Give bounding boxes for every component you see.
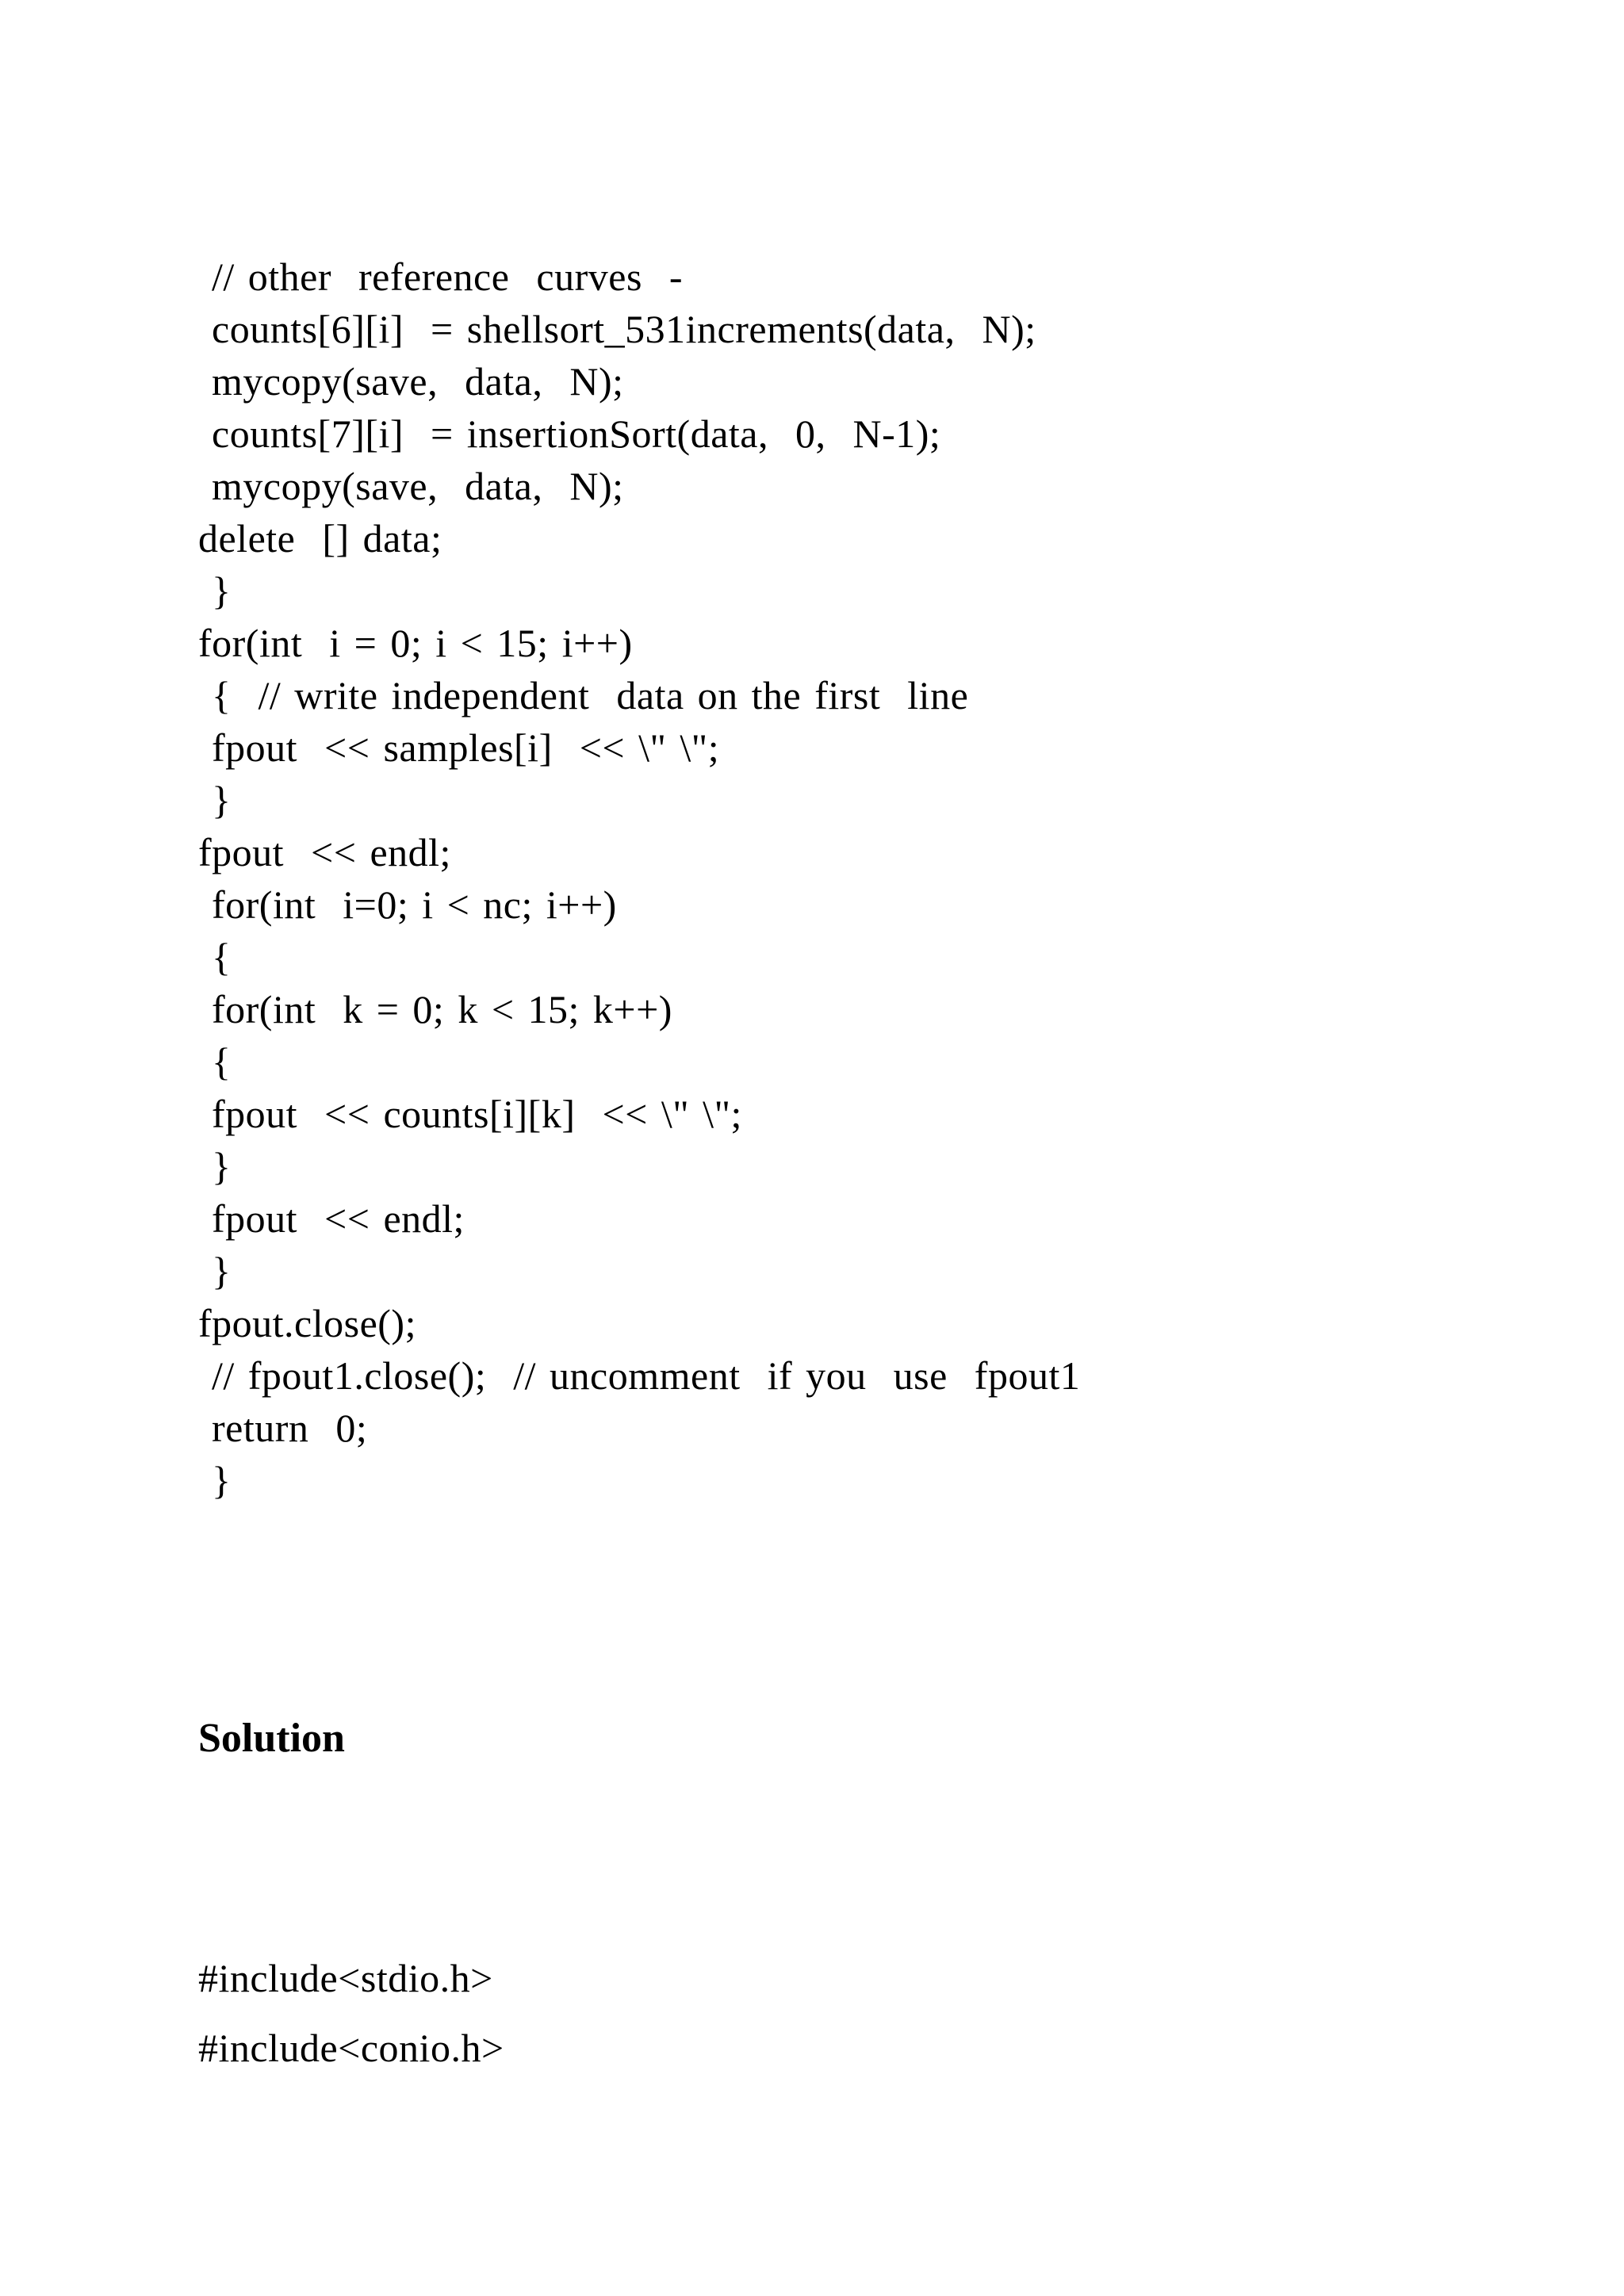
include-listing: [198, 1952, 1507, 2091]
code-line: { // write independent data on the first line: [198, 673, 969, 718]
code-line: for(int k = 0; k < 15; k++): [198, 987, 672, 1031]
code-line: for(int i = 0; i < 15; i++): [198, 621, 633, 665]
code-line: fpout << samples[i] << \" \";: [198, 725, 720, 770]
code-line: return 0;: [198, 1406, 368, 1450]
code-line: fpout.close();: [198, 1301, 416, 1345]
code-line: delete [] data;: [198, 516, 442, 561]
code-line: }: [198, 568, 232, 613]
include-line: #include<conio.h>: [198, 2026, 504, 2070]
code-line: }: [198, 1144, 232, 1188]
code-line: // other reference curves -: [198, 254, 684, 299]
code-line: counts[6][i] = shellsort_531increments(data, N);: [198, 307, 1036, 351]
code-line: fpout << endl;: [198, 830, 451, 874]
code-line: fpout << counts[i][k] << \" \";: [198, 1092, 742, 1136]
code-line: }: [198, 1249, 232, 1293]
include-line: #include<stdio.h>: [198, 1956, 493, 2000]
code-line: }: [198, 778, 232, 822]
code-line: }: [198, 1458, 232, 1502]
code-line: mycopy(save, data, N);: [198, 464, 624, 508]
code-line: fpout << endl;: [198, 1196, 465, 1241]
code-line: {: [198, 1039, 232, 1084]
solution-heading: Solution: [198, 1716, 345, 1761]
code-line: // fpout1.close(); // uncomment if you use fpout1: [198, 1353, 1081, 1398]
code-line: {: [198, 935, 232, 979]
code-listing: [198, 251, 1507, 1506]
code-line: for(int i=0; i < nc; i++): [198, 882, 617, 927]
code-line: mycopy(save, data, N);: [198, 359, 624, 404]
code-line: counts[7][i] = insertionSort(data, 0, N-1);: [198, 411, 941, 456]
